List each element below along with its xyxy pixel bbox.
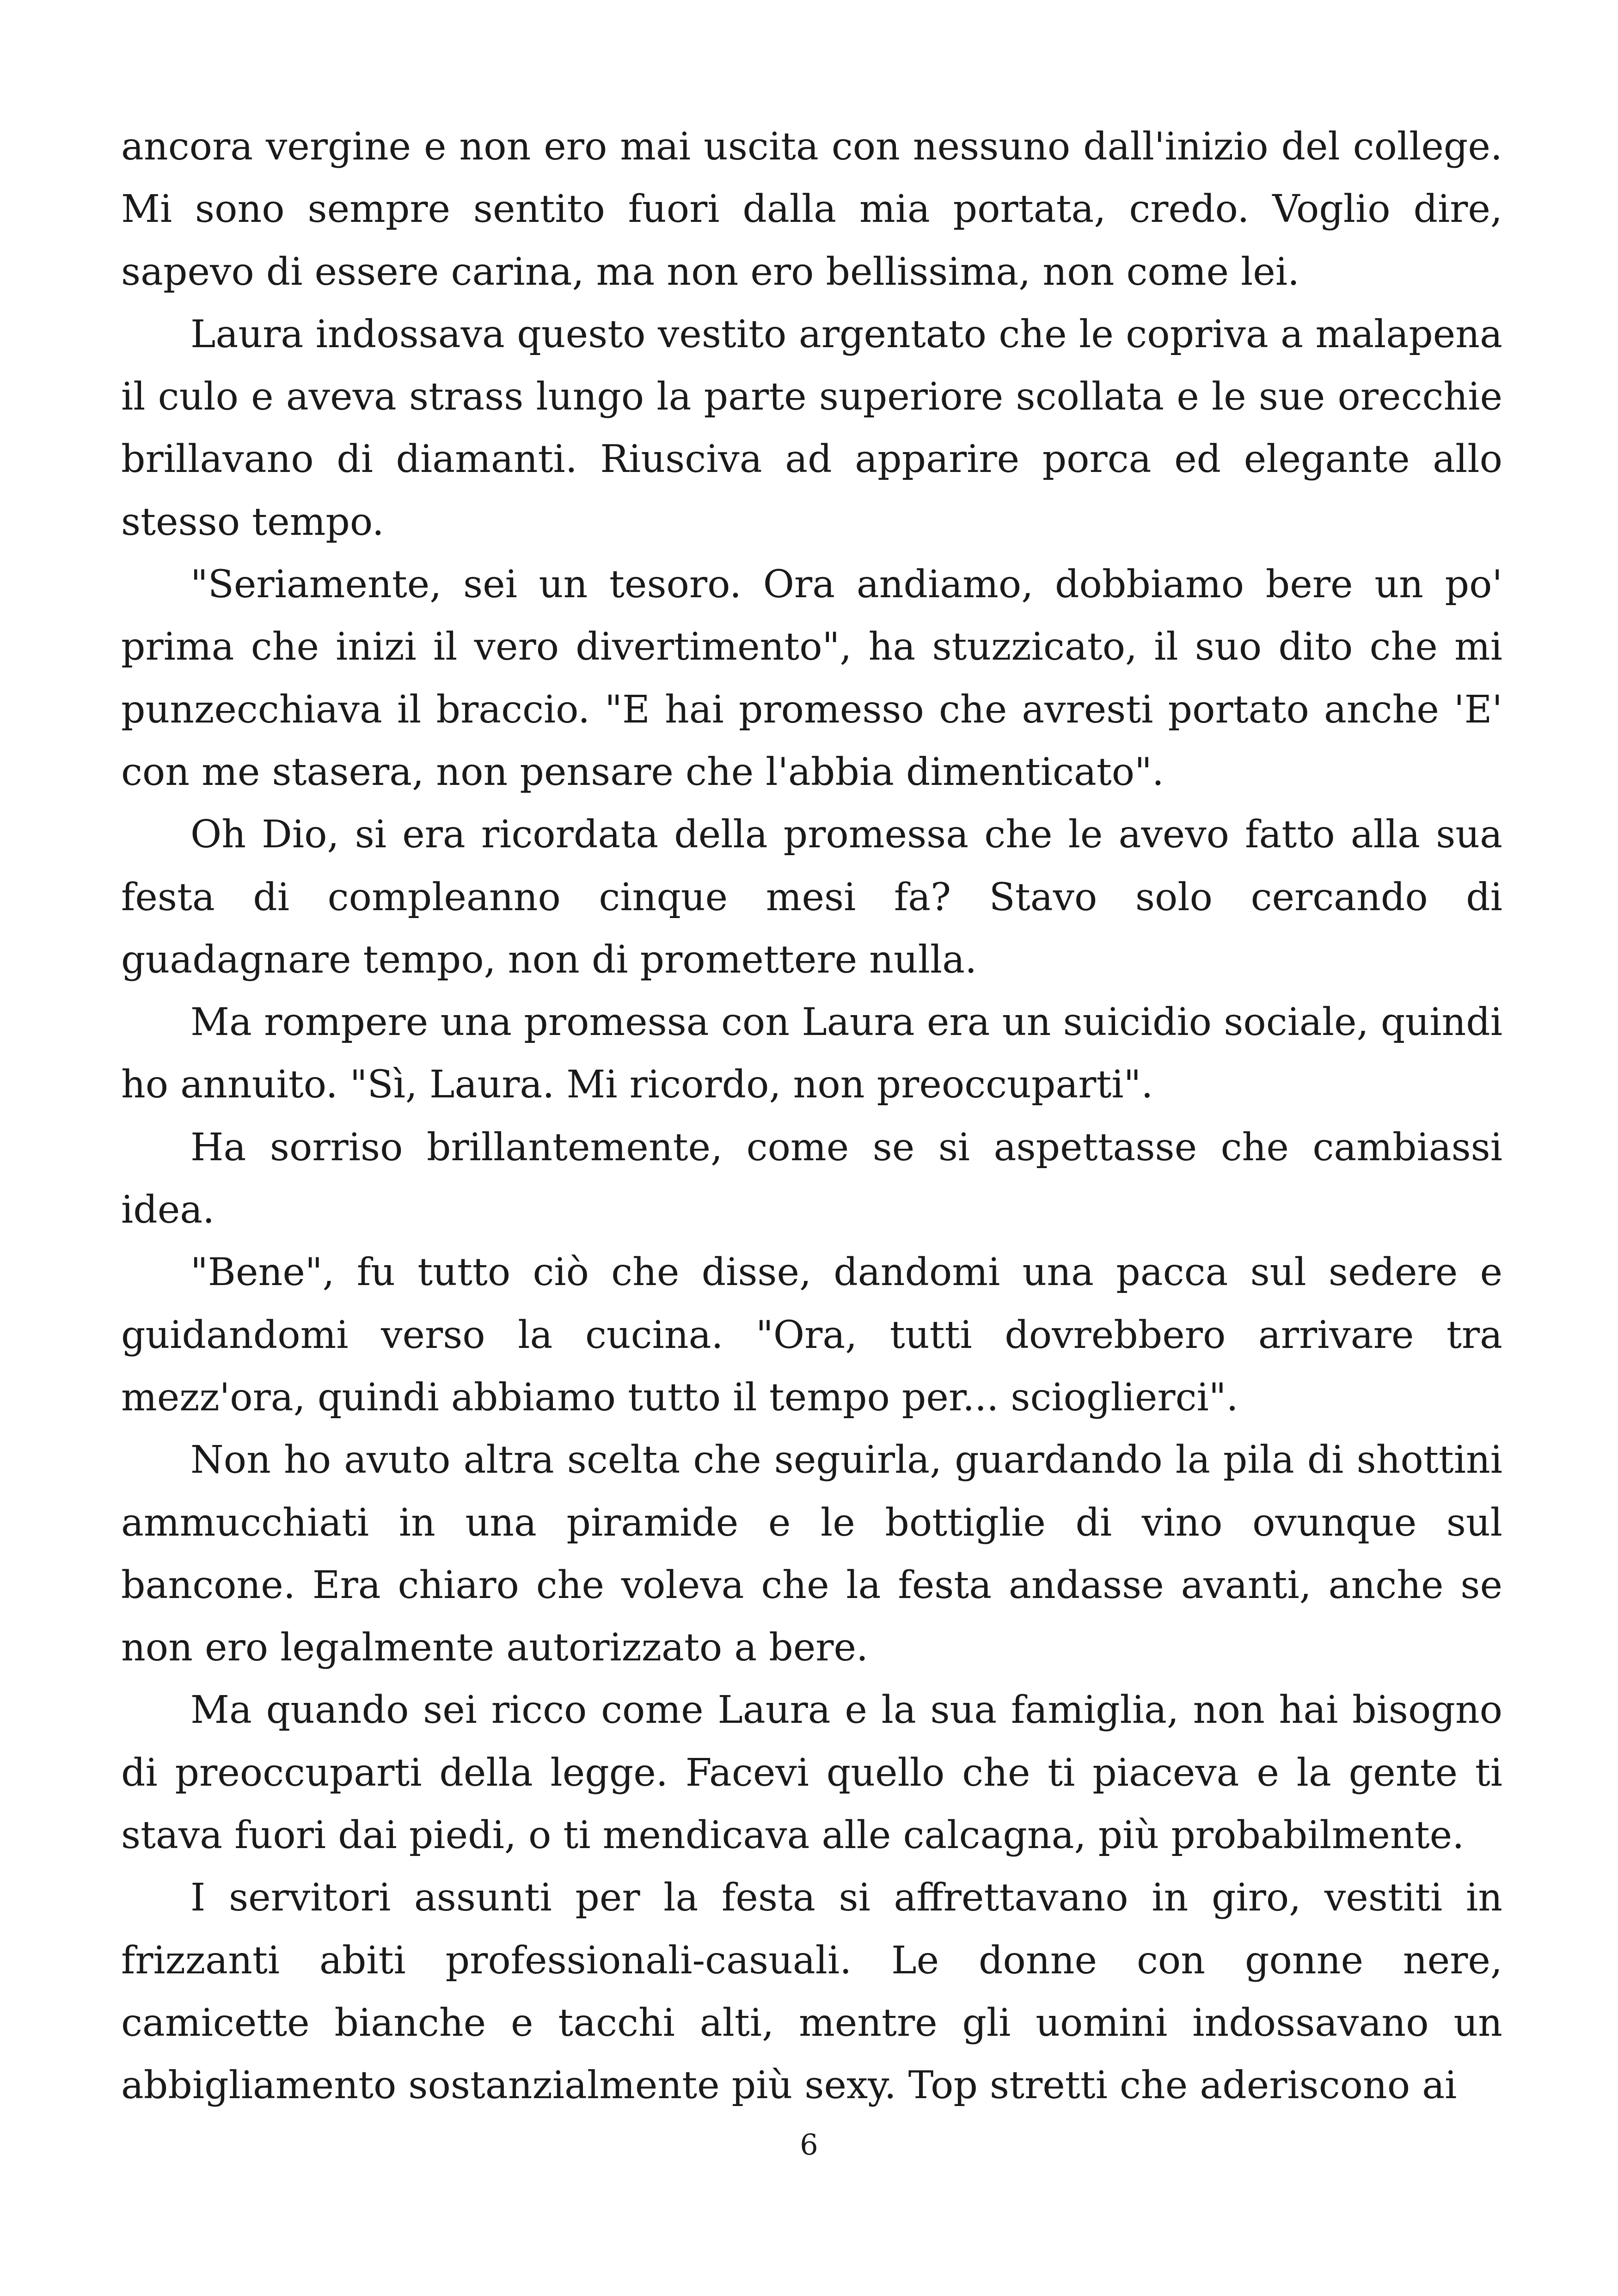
paragraph: Laura indossava questo vestito argentato che le copriva a malapena il culo e aveva strass lungo la parte superiore scollata e le sue orecchie brillavano di diamanti. Riusciva ad apparire porca ed elegante allo stesso tempo. [121, 312, 1502, 544]
paragraph: I servitori assunti per la festa si affrettavano in giro, vestiti in frizzanti abiti professionali-casuali. Le donne con gonne nere, camicette bianche e tacchi alti, mentre gli uomini indossavano un abbigliamento sostanzialmente più sexy. Top stretti che aderiscono ai [121, 1876, 1502, 2108]
paragraph: Ma rompere una promessa con Laura era un suicidio sociale, quindi ho annuito. "Sì, Laura. Mi ricordo, non preoccuparti". [121, 1000, 1502, 1107]
paragraph: Ha sorriso brillantemente, come se si aspettasse che cambiassi idea. [121, 1125, 1502, 1232]
page-body-text [121, 116, 1502, 2117]
paragraph: "Bene", fu tutto ciò che disse, dandomi una pacca sul sedere e guidandomi verso la cucina. "Ora, tutti dovrebbero arrivare tra mezz'ora, quindi abbiamo tutto il tempo per... scioglierci". [121, 1250, 1502, 1420]
paragraph: Oh Dio, si era ricordata della promessa che le avevo fatto alla sua festa di compleanno cinque mesi fa? Stavo solo cercando di guadagnare tempo, non di promettere nulla. [121, 813, 1502, 982]
paragraph-continued: ancora vergine e non ero mai uscita con nessuno dall'inizio del college. Mi sono sempre sentito fuori dalla mia portata, credo. Voglio dire, sapevo di essere carina, ma non ero bellissima, non come lei. [121, 125, 1502, 294]
paragraph: Ma quando sei ricco come Laura e la sua famiglia, non hai bisogno di preoccuparti della legge. Facevi quello che ti piaceva e la gente ti stava fuori dai piedi, o ti mendicava alle calcagna, più probabilmente. [121, 1688, 1502, 1858]
paragraph: Non ho avuto altra scelta che seguirla, guardando la pila di shottini ammucchiati in una piramide e le bottiglie di vino ovunque sul bancone. Era chiaro che voleva che la festa andasse avanti, anche se non ero legalmente autorizzato a bere. [121, 1438, 1502, 1670]
page-number: 6 [800, 2128, 818, 2161]
paragraph: "Seriamente, sei un tesoro. Ora andiamo, dobbiamo bere un po' prima che inizi il vero divertimento", ha stuzzicato, il suo dito che mi punzecchiava il braccio. "E hai promesso che avresti portato anche 'E' con me stasera, non pensare che l'abbia dimenticato". [121, 563, 1502, 794]
